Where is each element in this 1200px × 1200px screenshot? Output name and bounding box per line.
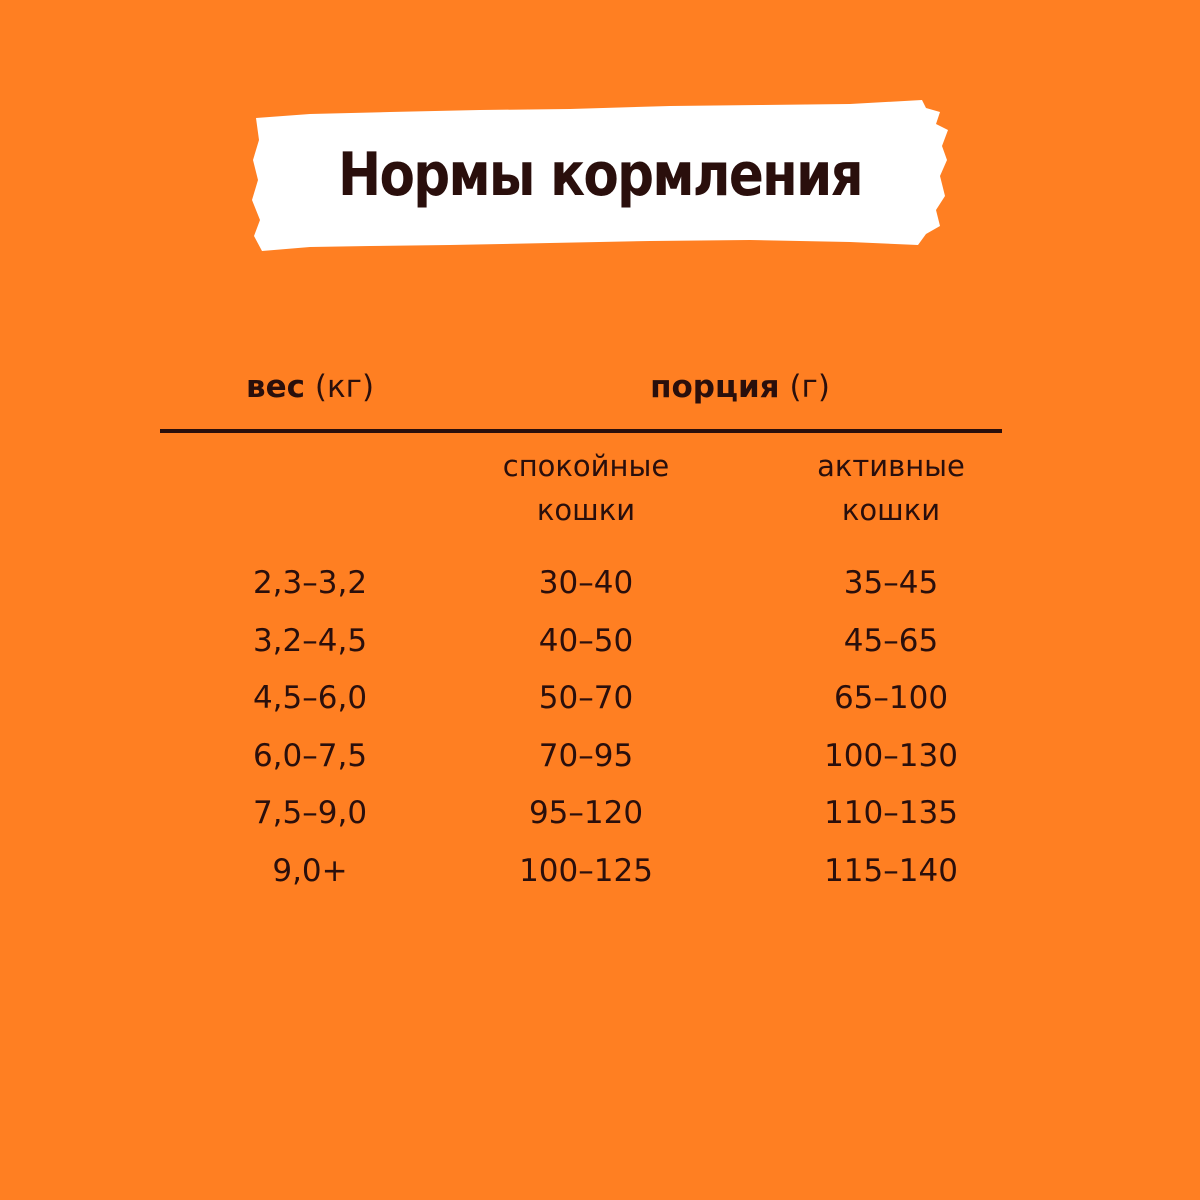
weight-header-unit: (кг)	[314, 369, 375, 405]
calm-portion-cell: 30–40	[538, 565, 634, 601]
portion-header-label: порция	[650, 369, 780, 405]
title-banner	[250, 100, 950, 255]
calm-portion-cell: 70–95	[538, 737, 634, 774]
weight-cell: 3,2–4,5	[252, 622, 368, 659]
weight-cell: 6,0–7,5	[252, 737, 368, 774]
table-row	[0, 670, 1200, 728]
portion-header-unit: (г)	[789, 369, 830, 405]
table-row	[0, 555, 1200, 613]
active-subheader-line2: кошки	[841, 493, 941, 527]
weight-cell: 4,5–6,0	[252, 680, 368, 717]
calm-subheader-line2: кошки	[536, 493, 636, 527]
table-row	[0, 785, 1200, 843]
calm-portion-cell: 95–120	[528, 795, 644, 832]
weight-cell: 2,3–3,2	[252, 565, 368, 601]
header-divider	[160, 429, 1002, 433]
calm-portion-cell: 40–50	[538, 622, 634, 659]
active-portion-cell: 110–135	[824, 795, 958, 832]
active-portion-cell: 65–100	[833, 680, 949, 717]
weight-header-label: вес	[245, 369, 305, 405]
calm-cats-subheader	[426, 444, 746, 532]
active-subheader-line1: активные	[817, 449, 965, 483]
calm-portion-cell: 50–70	[538, 680, 634, 717]
weight-cell: 9,0+	[272, 852, 348, 889]
table-row	[0, 728, 1200, 786]
table-row	[0, 843, 1200, 901]
calm-subheader-line1: спокойные	[502, 449, 670, 483]
active-portion-cell: 35–45	[843, 565, 939, 601]
weight-column-header	[160, 365, 460, 409]
portion-column-header	[480, 365, 1000, 409]
feeding-table-body	[0, 555, 1200, 901]
active-portion-cell: 115–140	[824, 852, 958, 889]
weight-cell: 7,5–9,0	[252, 795, 368, 832]
active-portion-cell: 100–130	[824, 737, 958, 774]
active-portion-cell: 45–65	[843, 622, 939, 659]
table-row	[0, 613, 1200, 671]
active-cats-subheader	[731, 444, 1051, 532]
calm-portion-cell: 100–125	[519, 852, 653, 889]
page-title: Нормы кормления	[338, 140, 862, 210]
